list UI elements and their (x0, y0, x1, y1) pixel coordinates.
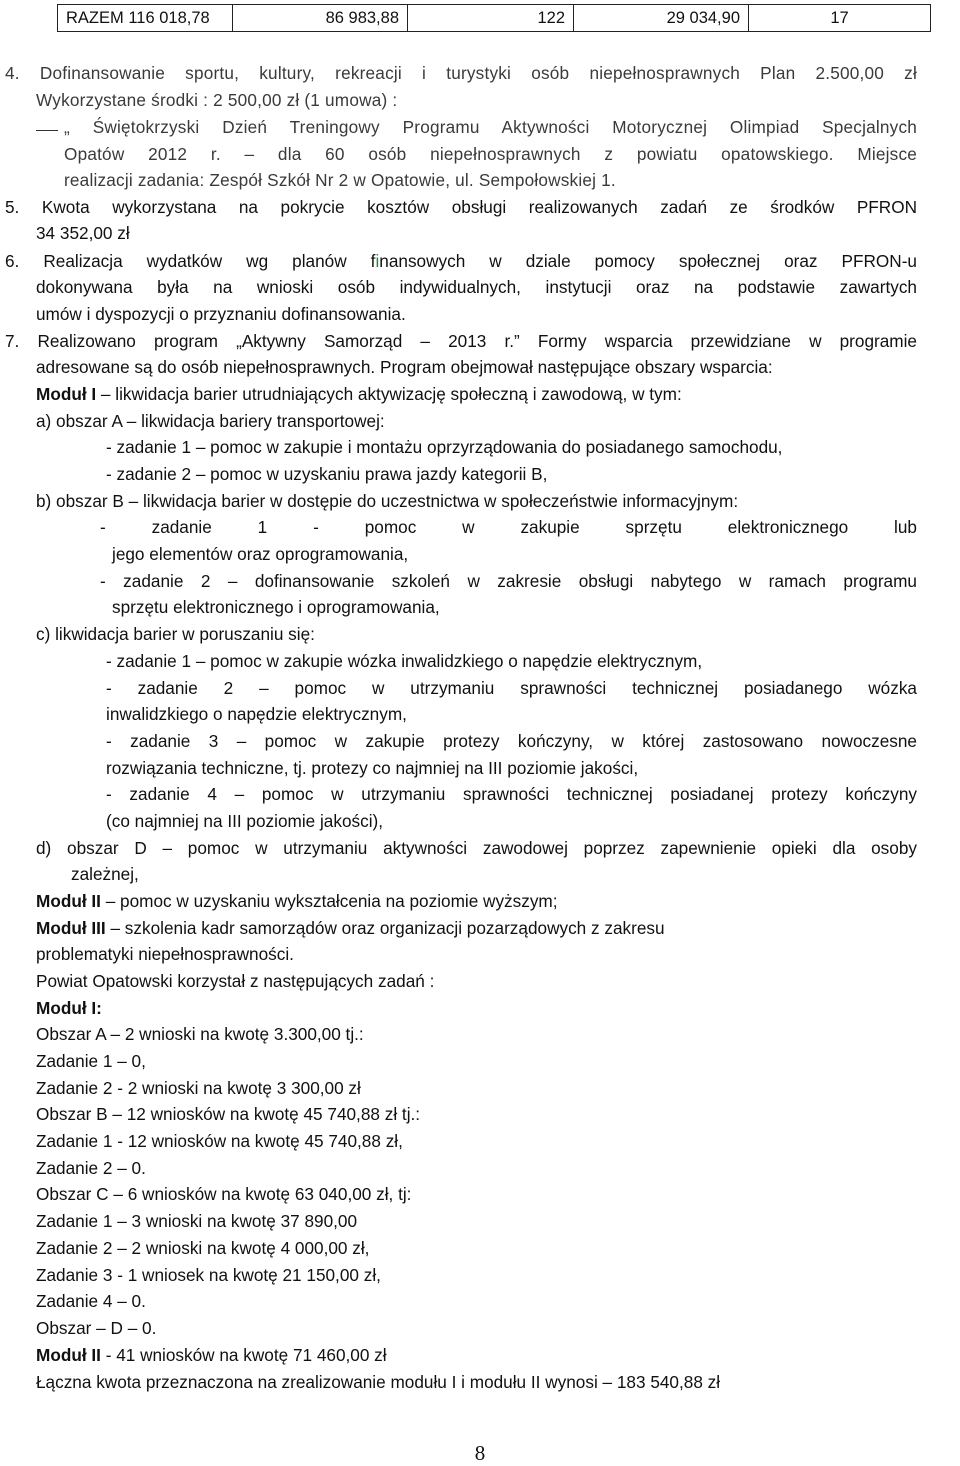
area-c-task-2: - zadanie 2 – pomoc w utrzymaniu sprawności technicznej posiadanego wózka (106, 678, 917, 698)
highlighted-letter: i (375, 251, 380, 271)
area-c: c) likwidacja barier w poruszaniu się: (36, 624, 315, 644)
module-1-text: – likwidacja barier utrudniających aktywizację społeczną i zawodową, w tym: (96, 384, 682, 404)
section-7-line-1: 7. Realizowano program „Aktywny Samorząd – 2013 r.” Formy wsparcia przewidziane w programie (5, 331, 917, 351)
area-b-task-2: - zadanie 2 – dofinansowanie szkoleń w zakresie obsługi nabytego w ramach programu (100, 571, 917, 591)
section-4-line-4: Opatów 2012 r. – dla 60 osób niepełnosprawnych z powiatu opatowskiego. Miejsce (64, 144, 917, 164)
module-2-summary-label: Moduł II (36, 1345, 101, 1365)
section-6-text-b: nansowych w dziale pomocy społecznej oraz PFRON-u (379, 251, 917, 271)
area-c-task-3-summary: Zadanie 3 - 1 wniosek na kwotę 21 150,00 zł, (36, 1265, 381, 1285)
area-b-task-1-cont: jego elementów oraz oprogramowania, (112, 544, 409, 564)
area-a-summary: Obszar A – 2 wnioski na kwotę 3.300,00 tj.: (36, 1024, 364, 1044)
area-c-task-2-cont: inwalidzkiego o napędzie elektrycznym, (106, 704, 407, 724)
table-row (58, 5, 931, 32)
module-1-label: Moduł I (36, 384, 97, 404)
section-4-line-5: realizacji zadania: Zespół Szkół Nr 2 w Opatowie, ul. Sempołowskiej 1. (64, 170, 616, 190)
area-c-task-1: - zadanie 1 – pomoc w zakupie wózka inwalidzkiego o napędzie elektrycznym, (106, 651, 703, 671)
module-2-heading (36, 890, 558, 914)
area-b-task-1-summary: Zadanie 1 - 12 wniosków na kwotę 45 740,88 zł, (36, 1131, 403, 1151)
table-cell: 122 (408, 5, 574, 32)
module-3-cont: problematyki niepełnosprawności. (36, 944, 294, 964)
module-2-label: Moduł II (36, 891, 101, 911)
section-5-line-2: 34 352,00 zł (36, 223, 130, 243)
area-a-task-1: - zadanie 1 – pomoc w zakupie i montażu oprzyrządowania do posiadanego samochodu, (106, 437, 783, 457)
module-3-text: – szkolenia kadr samorządów oraz organizacji pozarządowych z zakresu (105, 918, 665, 938)
area-a-task-1-summary: Zadanie 1 – 0, (36, 1051, 146, 1071)
table-cell: 86 983,88 (233, 5, 408, 32)
area-b-task-1: - zadanie 1 - pomoc w zakupie sprzętu elektronicznego lub (100, 517, 917, 537)
area-b-task-2-summary: Zadanie 2 – 0. (36, 1158, 146, 1178)
section-4-line-1: 4. Dofinansowanie sportu, kultury, rekreacji i turystyki osób niepełnosprawnych Plan 2.500,00 zł (5, 63, 917, 83)
bullet-dash (36, 130, 58, 131)
area-c-task-4: - zadanie 4 – pomoc w utrzymaniu sprawności technicznej posiadanej protezy kończyny (106, 784, 917, 804)
section-4-line-2: Wykorzystane środki : 2 500,00 zł (1 umowa) : (36, 90, 398, 110)
area-c-task-1-summary: Zadanie 1 – 3 wnioski na kwotę 37 890,00 (36, 1211, 358, 1231)
module-3-label: Moduł III (36, 918, 106, 938)
area-c-task-4-cont: (co najmniej na III poziomie jakości), (106, 811, 384, 831)
module-1-summary-label: Moduł I: (36, 998, 102, 1018)
area-d-summary: Obszar – D – 0. (36, 1318, 157, 1338)
area-c-task-3-cont: rozwiązania techniczne, tj. protezy co najmniej na III poziomie jakości, (106, 758, 639, 778)
page-number: 8 (474, 1441, 486, 1465)
table-cell: 17 (749, 5, 931, 32)
module-1-heading (36, 383, 682, 407)
table-cell: RAZEM 116 018,78 (58, 5, 233, 32)
area-a: a) obszar A – likwidacja bariery transportowej: (36, 411, 385, 431)
summary-table (57, 4, 931, 32)
section-7-line-2: adresowane są do osób niepełnosprawnych. Program obejmował następujące obszary wsparcia: (36, 357, 773, 377)
area-a-task-2-summary: Zadanie 2 - 2 wnioski na kwotę 3 300,00 zł (36, 1078, 361, 1098)
module-1-summary-heading (36, 997, 102, 1021)
section-5-line-1: 5. Kwota wykorzystana na pokrycie kosztów obsługi realizowanych zadań ze środków PFRON (5, 197, 917, 217)
section-4-line-3: „ Świętokrzyski Dzień Treningowy Programu Aktywności Motorycznej Olimpiad Specjalnych (64, 117, 917, 137)
total-amount: Łączna kwota przeznaczona na zrealizowanie modułu I i modułu II wynosi – 183 540,88 zł (36, 1372, 721, 1392)
area-b-summary: Obszar B – 12 wniosków na kwotę 45 740,88 zł tj.: (36, 1104, 421, 1124)
area-c-task-4-summary: Zadanie 4 – 0. (36, 1291, 146, 1311)
module-2-summary (36, 1344, 387, 1368)
area-c-summary: Obszar C – 6 wniosków na kwotę 63 040,00 zł, tj: (36, 1184, 412, 1204)
area-d: d) obszar D – pomoc w utrzymaniu aktywności zawodowej poprzez zapewnienie opieki dla osoby (36, 838, 917, 858)
module-2-text: – pomoc w uzyskaniu wykształcenia na poziomie wyższym; (100, 891, 558, 911)
module-3-heading (36, 917, 917, 941)
powiat-intro: Powiat Opatowski korzystał z następujących zadań : (36, 971, 435, 991)
area-b-task-2-cont: sprzętu elektronicznego i oprogramowania, (112, 597, 440, 617)
area-d-cont: zależnej, (71, 864, 139, 884)
area-b: b) obszar B – likwidacja barier w dostępie do uczestnictwa w społeczeństwie informacyjnym: (36, 491, 739, 511)
area-c-task-3: - zadanie 3 – pomoc w zakupie protezy kończyny, w której zastosowano nowoczesne (106, 731, 917, 751)
section-6-line-2: dokonywana była na wnioski osób indywidualnych, instytucji oraz na podstawie zawartych (36, 277, 917, 297)
section-6-line-3: umów i dyspozycji o przyznaniu dofinansowania. (36, 304, 406, 324)
area-c-task-2-summary: Zadanie 2 – 2 wnioski na kwotę 4 000,00 zł, (36, 1238, 370, 1258)
section-6-text-a: 6. Realizacja wydatków wg planów f (5, 251, 376, 271)
area-a-task-2: - zadanie 2 – pomoc w uzyskaniu prawa jazdy kategorii B, (106, 464, 548, 484)
section-6-line-1 (5, 250, 917, 274)
table-cell: 29 034,90 (574, 5, 749, 32)
module-2-summary-text: - 41 wniosków na kwotę 71 460,00 zł (100, 1345, 387, 1365)
